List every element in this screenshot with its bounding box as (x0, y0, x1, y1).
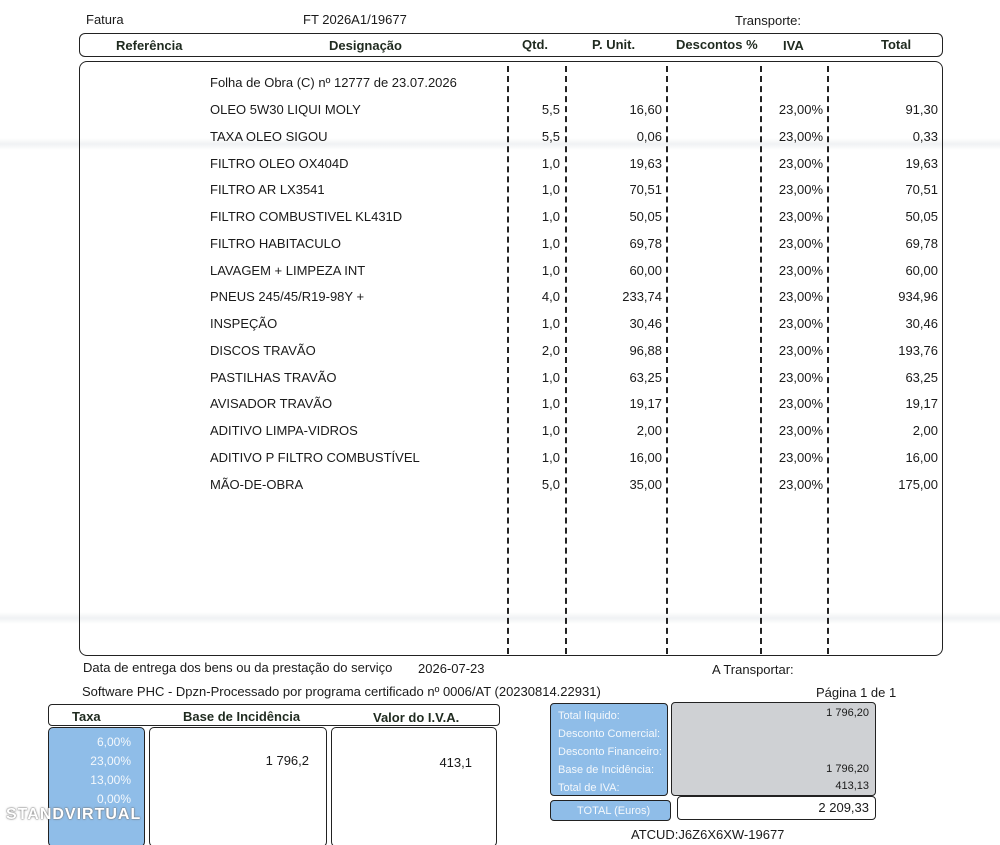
item-designacao: FILTRO HABITACULO (210, 235, 341, 251)
item-designacao: FILTRO COMBUSTIVEL KL431D (210, 209, 403, 224)
item-punit: 30,46 (629, 316, 662, 331)
table-row (0, 182, 1000, 202)
table-row (0, 396, 1000, 416)
item-punit: 69,78 (629, 235, 662, 251)
col-descontos: Descontos % (676, 37, 758, 52)
item-qtd: 5,5 (541, 128, 560, 144)
table-row (0, 209, 1000, 229)
item-designacao: OLEO 5W30 LIQUI MOLY (210, 102, 361, 117)
value-total-iva: 413,13 (835, 780, 869, 792)
tax-iva-value: 413,1 (439, 755, 472, 770)
item-total: 69,78 (905, 235, 938, 251)
table-row (0, 423, 1000, 443)
value-base-incidencia: 1 796,20 (826, 763, 869, 775)
tax-rates-panel (48, 727, 145, 845)
value-total-liquido: 1 796,20 (826, 707, 869, 719)
total-value: 2 209,33 (818, 800, 869, 815)
item-total: 50,05 (905, 209, 938, 224)
item-qtd: 4,0 (541, 289, 560, 305)
item-total: 175,00 (898, 476, 938, 492)
item-total: 2,00 (912, 423, 938, 438)
item-iva: 23,00% (778, 396, 823, 412)
item-iva: 23,00% (778, 369, 823, 385)
item-punit: 16,00 (629, 449, 662, 465)
item-designacao: FILTRO OLEO OX404D (210, 155, 349, 171)
item-designacao: DISCOS TRAVÃO (210, 342, 316, 358)
table-row (0, 343, 1000, 363)
label-desconto-financeiro: Desconto Financeiro: (558, 746, 662, 758)
item-qtd: 5,5 (541, 102, 560, 117)
item-iva: 23,00% (778, 316, 823, 331)
transport-label: Transporte: (735, 13, 801, 28)
col-referencia: Referência (116, 38, 183, 53)
doc-number: FT 2026A1/19677 (303, 12, 407, 27)
item-qtd: 1,0 (541, 262, 560, 278)
item-qtd: 1,0 (541, 155, 560, 171)
table-row (0, 129, 1000, 149)
item-total: 60,00 (905, 262, 938, 278)
item-qtd: 2,0 (541, 342, 560, 358)
item-punit: 233,74 (622, 289, 662, 305)
item-qtd: 5,0 (541, 476, 560, 492)
item-total: 0,33 (912, 128, 938, 144)
item-iva: 23,00% (778, 423, 823, 438)
item-designacao: ADITIVO P FILTRO COMBUSTÍVEL (210, 449, 420, 465)
item-designacao: LAVAGEM + LIMPEZA INT (210, 262, 366, 278)
item-punit: 60,00 (629, 262, 662, 278)
item-iva: 23,00% (778, 182, 823, 198)
item-total: 19,17 (905, 396, 938, 412)
item-punit: 0,06 (636, 128, 662, 144)
watermark-logo: STANDVIRTUAL (6, 806, 142, 823)
item-qtd: 1,0 (541, 396, 560, 412)
item-designacao: TAXA OLEO SIGOU (210, 128, 328, 144)
item-punit: 63,25 (629, 369, 662, 385)
totals-values (671, 702, 876, 796)
table-row (0, 316, 1000, 336)
item-iva: 23,00% (778, 209, 823, 224)
tax-rate: 0,00% (96, 792, 131, 806)
label-total-liquido: Total líquido: (558, 710, 620, 722)
doc-type: Fatura (86, 12, 124, 27)
tax-rate: 23,00% (90, 754, 131, 768)
item-total: 70,51 (905, 182, 938, 198)
item-iva: 23,00% (778, 102, 823, 117)
table-row (0, 289, 1000, 309)
item-iva: 23,00% (778, 262, 823, 278)
item-total: 30,46 (905, 316, 938, 331)
table-row (0, 263, 1000, 283)
atcud: ATCUD:J6Z6X6XW-19677 (631, 827, 785, 842)
item-designacao: MÃO-DE-OBRA (210, 476, 304, 492)
table-row (0, 236, 1000, 256)
totals-labels (550, 703, 668, 796)
item-total: 91,30 (905, 102, 938, 117)
delivery-label: Data de entrega dos bens ou da prestação do serviço (83, 660, 393, 675)
item-punit: 35,00 (629, 476, 662, 492)
item-qtd: 1,0 (541, 369, 560, 385)
item-qtd: 1,0 (541, 316, 560, 331)
tax-col-base: Base de Incidência (183, 709, 301, 724)
table-row (0, 370, 1000, 390)
item-iva: 23,00% (778, 155, 823, 171)
item-punit: 19,63 (629, 155, 662, 171)
item-punit: 19,17 (629, 396, 662, 412)
total-label: TOTAL (Euros) (577, 805, 651, 817)
item-punit: 2,00 (636, 423, 662, 438)
software-line: Software PHC - Dpzn-Processado por programa certificado nº 0006/AT (20230814.22931) (82, 684, 601, 699)
item-designacao: AVISADOR TRAVÃO (210, 396, 333, 412)
col-iva: IVA (783, 38, 804, 53)
item-punit: 16,60 (629, 102, 662, 117)
tax-iva-panel (331, 727, 497, 845)
table-row (0, 477, 1000, 497)
item-total: 934,96 (898, 289, 938, 305)
col-total: Total (881, 37, 912, 52)
tax-col-taxa: Taxa (72, 709, 101, 724)
total-value-box (677, 796, 876, 820)
item-qtd: 1,0 (541, 449, 560, 465)
tax-base-panel (149, 727, 327, 845)
item-total: 19,63 (905, 155, 938, 171)
item-designacao: ADITIVO LIMPA-VIDROS (210, 423, 358, 438)
item-total: 193,76 (898, 342, 938, 358)
label-base-incidencia: Base de Incidência: (558, 764, 655, 776)
item-total: 63,25 (905, 369, 938, 385)
delivery-date: 2026-07-23 (418, 661, 485, 676)
table-row (0, 102, 1000, 122)
col-designacao: Designação (329, 38, 402, 53)
item-iva: 23,00% (778, 449, 823, 465)
item-designacao: PNEUS 245/45/R19-98Y + (210, 289, 365, 305)
item-punit: 70,51 (629, 182, 662, 198)
item-qtd: 1,0 (541, 209, 560, 224)
item-punit: 50,05 (629, 209, 662, 224)
a-transportar-label: A Transportar: (712, 662, 794, 677)
item-iva: 23,00% (778, 289, 823, 305)
item-designacao: PASTILHAS TRAVÃO (210, 369, 337, 385)
tax-col-valor: Valor do I.V.A. (373, 710, 460, 725)
item-designacao: FILTRO AR LX3541 (210, 182, 325, 198)
table-row (0, 450, 1000, 470)
item-iva: 23,00% (778, 235, 823, 251)
item-qtd: 1,0 (541, 423, 560, 438)
item-punit: 96,88 (629, 342, 662, 358)
column-header (79, 33, 943, 57)
page-number: Página 1 de 1 (816, 685, 897, 700)
col-punit: P. Unit. (592, 37, 636, 52)
tax-rate: 13,00% (90, 773, 131, 787)
item-total: 16,00 (905, 449, 938, 465)
table-row (0, 156, 1000, 176)
label-desconto-comercial: Desconto Comercial: (558, 728, 661, 740)
item-iva: 23,00% (778, 476, 823, 492)
col-qtd: Qtd. (522, 37, 548, 52)
intro-line: Folha de Obra (C) nº 12777 de 23.07.2026 (210, 75, 457, 90)
tax-rate: 6,00% (96, 735, 131, 749)
item-iva: 23,00% (778, 128, 823, 144)
item-iva: 23,00% (778, 342, 823, 358)
label-total-iva: Total de IVA: (558, 782, 620, 794)
item-qtd: 1,0 (541, 235, 560, 251)
tax-base-value: 1 796,2 (265, 753, 309, 768)
item-qtd: 1,0 (541, 182, 560, 198)
total-label-box (550, 800, 671, 821)
item-designacao: INSPEÇÃO (210, 316, 278, 331)
